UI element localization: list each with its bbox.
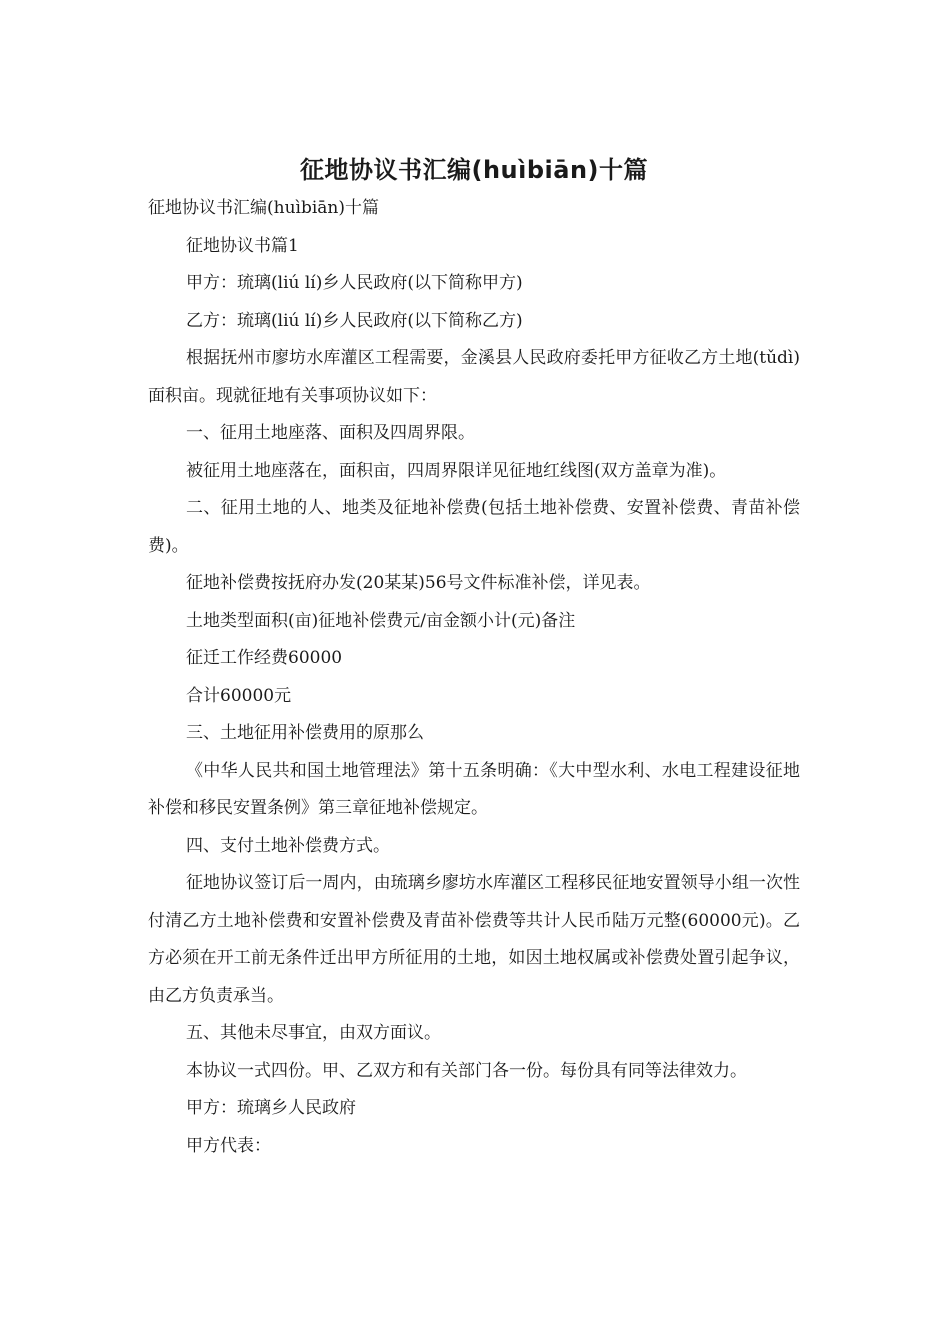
paragraph: 甲方代表： <box>186 1135 271 1156</box>
paragraph: 征地协议书汇编(huìbiān)十篇 <box>148 198 380 218</box>
paragraph: 土地类型面积(亩)征地补偿费元/亩金额小计(元)备注 <box>186 610 576 631</box>
paragraph: 四、支付土地补偿费方式。 <box>186 835 390 856</box>
paragraph: 征地协议签订后一周内，由琉璃乡廖坊水库灌区工程移民征地安置领导小组一次性付清乙方土地补偿费和安置补偿费及青苗补偿费等共计人民币陆万元整(60000元)。乙方必须在开工前无条件迁出甲方所征用的土地，如因土地权属或补偿费处置引起争议，由乙方负责承当。 <box>148 873 800 1006</box>
paragraph: 《中华人民共和国土地管理法》第十五条明确：《大中型水利、水电工程建设征地补偿和移民安置条例》第三章征地补偿规定。 <box>148 760 800 818</box>
document-body <box>148 190 800 1165</box>
paragraph: 征地协议书篇1 <box>186 235 299 256</box>
paragraph: 根据抚州市廖坊水库灌区工程需要，金溪县人民政府委托甲方征收乙方土地(tǔdì)面积亩。现就征地有关事项协议如下： <box>148 348 800 406</box>
paragraph: 三、土地征用补偿费用的原那么 <box>186 723 424 743</box>
document-title: 征地协议书汇编(huìbiān)十篇 <box>299 156 649 184</box>
paragraph: 甲方：琉璃乡人民政府 <box>186 1098 356 1118</box>
paragraph: 甲方：琉璃(liú lí)乡人民政府(以下简称甲方) <box>186 273 523 293</box>
paragraph: 征地补偿费按抚府办发(20某某)56号文件标准补偿，详见表。 <box>186 573 651 593</box>
paragraph: 二、征用土地的人、地类及征地补偿费(包括土地补偿费、安置补偿费、青苗补偿费)。 <box>148 498 800 556</box>
paragraph: 征迁工作经费60000 <box>186 648 343 668</box>
paragraph: 本协议一式四份。甲、乙双方和有关部门各一份。每份具有同等法律效力。 <box>186 1060 747 1081</box>
paragraph: 五、其他未尽事宜，由双方面议。 <box>186 1023 441 1043</box>
document-page <box>148 150 800 1165</box>
paragraph: 被征用土地座落在，面积亩，四周界限详见征地红线图(双方盖章为准)。 <box>186 460 727 481</box>
paragraph: 乙方：琉璃(liú lí)乡人民政府(以下简称乙方) <box>186 310 523 331</box>
paragraph: 一、征用土地座落、面积及四周界限。 <box>186 423 475 443</box>
paragraph: 合计60000元 <box>186 685 292 706</box>
